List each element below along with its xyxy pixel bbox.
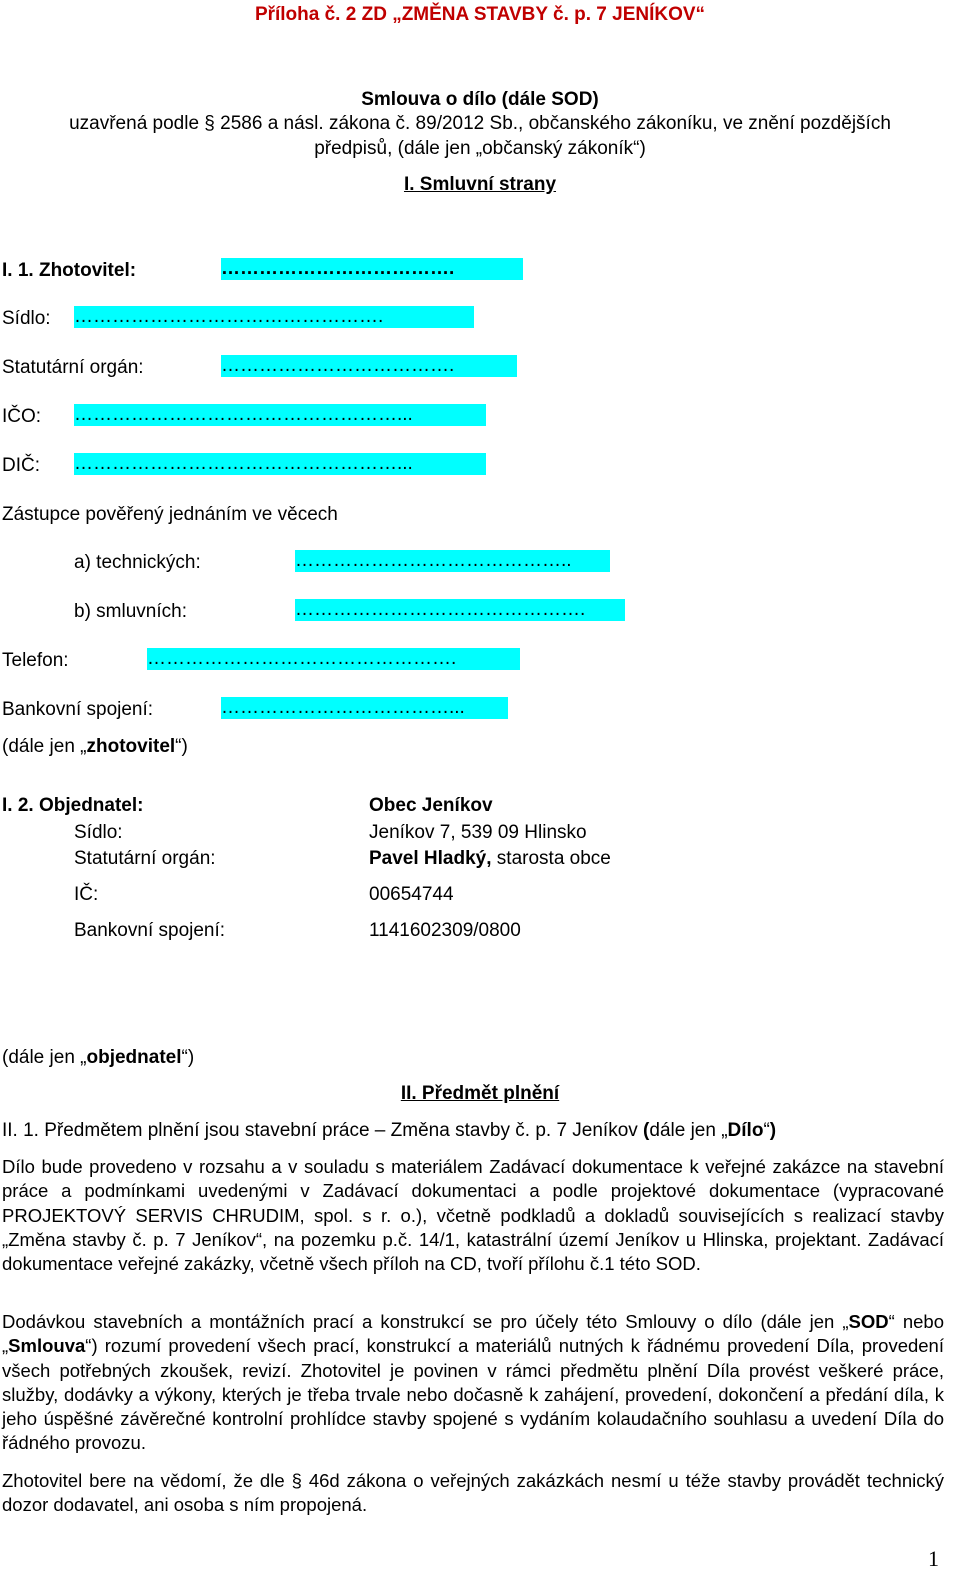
section-title-parties: I. Smluvní strany [403,174,557,195]
contractor-ico-label: IČO: [2,406,42,427]
section-title-subject: II. Předmět plnění [400,1083,560,1104]
client-ic-value: 00654744 [369,884,454,905]
subject-line: II. 1. Předmětem plnění jsou stavební práce – Změna stavby č. p. 7 Jeníkov (dále jen „Dílo“) [2,1120,777,1141]
contractor-technical-field[interactable]: …………………………………….. [295,550,610,572]
client-statutory-label: Statutární orgán: [74,848,216,869]
subject-paragraph-2: Dodávkou stavebních a montážních prací a konstrukcí se pro účely této Smlouvy o dílo (dále jen „SOD“ nebo „Smlouva“) rozumí provedení všech prací, konstrukcí a materiálů nutných k řádnému provedení Díla, provedení všech potřebných zkoušek, revizí. Zhotovitel je povinen v rámci předmětu plnění Díla provést veškeré práce, služby, dodávky a výkony, kterých je třeba trvale nebo dočasně k zahájení, provedení, dokončení a předání díla, k jeho úspěšné závěrečné kontrolní prohlídce stavby spojené s vydáním kolaudačního souhlasu a uvedení Díla do řádného provozu. [2,1311,944,1454]
subject-paragraph-3: Zhotovitel bere na vědomí, že dle § 46d zákona o veřejných zakázkách nesmí u téže stavby provádět technický dozor dodavatel, ani osoba s ním propojená. [2,1470,944,1516]
contractor-dic-label: DIČ: [2,455,40,476]
contractor-bank-label: Bankovní spojení: [2,699,154,720]
subject-paragraph-1: Dílo bude provedeno v rozsahu a v souladu s materiálem Zadávací dokumentace k veřejné zakázce na stavební práce a podmínkami uvedenými v Zadávací dokumentaci a podle projektové dokumentace (vypracované PROJEKTOVÝ SERVIS CHRUDIM, spol. s r. o.), včetně podkladů a dokladů souvisejících s realizací stavby „Změna stavby č. p. 7 Jeníkov“, na pozemku p.č. 14/1, katastrální území Jeníkov u Hlinska, projektant. Zadávací dokumentace veřejné zakázky, včetně všech příloh na CD, tvoří přílohu č.1 této SOD. [2,1156,944,1275]
client-seat-label: Sídlo: [74,822,123,843]
contractor-hereinafter: (dále jen „zhotovitel“) [2,736,188,757]
contractor-bank-field[interactable]: ………………………………... [221,697,508,719]
client-seat-value: Jeníkov 7, 539 09 Hlinsko [369,822,587,843]
client-bank-value: 1141602309/0800 [369,920,521,941]
contractor-statutory-label: Statutární orgán: [2,357,144,378]
contractor-phone-field[interactable]: …………………………………………. [147,648,520,670]
contractor-contractual-field[interactable]: ………………………………………. [295,599,625,621]
page-number: 1 [928,1546,939,1571]
contractor-statutory-field[interactable]: ………………………………. [221,355,517,377]
client-hereinafter: (dále jen „objednatel“) [2,1047,195,1068]
contractor-heading: I. 1. Zhotovitel: [2,260,137,281]
contractor-contractual-label: b) smluvních: [74,601,187,622]
contractor-technical-label: a) technických: [74,552,201,573]
contractor-representative-label: Zástupce pověřený jednáním ve věcech [2,504,338,525]
contractor-phone-label: Telefon: [2,650,69,671]
client-ic-label: IČ: [74,884,99,905]
contract-title: Smlouva o dílo (dále SOD) [361,89,599,110]
contractor-seat-label: Sídlo: [2,308,51,329]
client-name: Obec Jeníkov [369,795,493,816]
contract-subtitle-line1: uzavřená podle § 2586 a násl. zákona č. 89/2012 Sb., občanského zákoníku, ve znění pozdějších [69,113,891,134]
client-heading: I. 2. Objednatel: [2,795,144,816]
contract-subtitle-line2: předpisů, (dále jen „občanský zákoník“) [314,138,646,159]
contractor-ico-field[interactable]: ……………………………………………... [74,404,486,426]
contractor-name-field[interactable]: ………………………………. [221,258,523,280]
contractor-seat-field[interactable]: …………………………………………. [74,306,474,328]
client-bank-label: Bankovní spojení: [74,920,226,941]
document-title: Příloha č. 2 ZD „ZMĚNA STAVBY č. p. 7 JENÍKOV“ [254,4,706,25]
client-statutory-value: Pavel Hladký, starosta obce [369,848,611,869]
contractor-dic-field[interactable]: ……………………………………………... [74,453,486,475]
